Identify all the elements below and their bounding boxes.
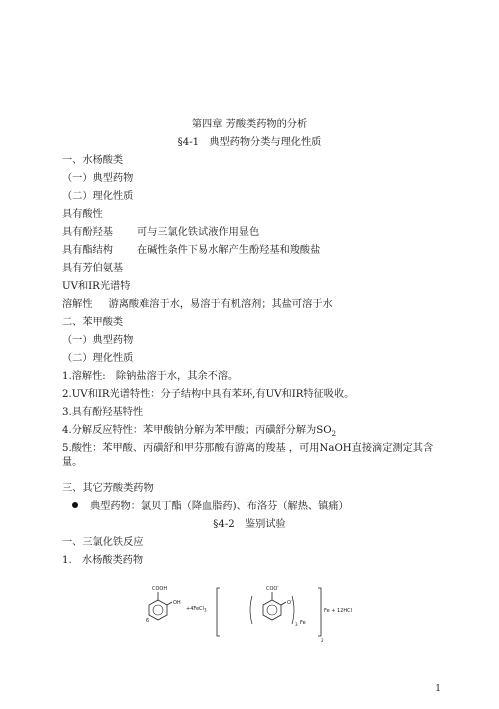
chapter-title: 第四章 芳酸类药物的分析 (191, 119, 308, 130)
benzoic-item-5: 5.酸性：苯甲酸、丙磺舒和甲芬那酸有游离的羧基 ，可用NaOH直接滴定测定其含量。 (62, 443, 434, 468)
other-drugs-text: 典型药物：氯贝丁酯（降血脂药)、布洛芬（解热、镇痛） (90, 501, 349, 512)
benzoic-item-4-subscript: 2 (331, 430, 337, 439)
benzoic-item-2: 2.UV和IR光谱特性：分子结构中具有苯环,有UV和IR特征吸收。 (62, 389, 355, 400)
benzoic-item-3: 3.具有酚羟基特性 (62, 407, 144, 418)
formula-sub3: 3 (295, 622, 298, 627)
property-acid: 具有酸性 (62, 209, 103, 220)
subheading-typical-drugs-1: （一）典型药物 (62, 173, 134, 184)
other-drugs-bullet (72, 500, 349, 514)
formula-o: O- (287, 598, 293, 606)
solubility-label: 溶解性 (62, 299, 93, 310)
heading-salicylic: 一、水杨酸类 (62, 155, 124, 166)
property-ester-desc: 在碱性条件下易水解产生酚羟基和羧酸盐 (136, 245, 321, 256)
heading-benzoic: 二、苯甲酸类 (62, 317, 124, 328)
page-number: 1 (435, 684, 441, 694)
formula-reagent: +4FeCl$_3$ (186, 606, 207, 613)
property-solubility (62, 298, 333, 312)
section-title-1: §4-1 典型药物分类与理化性质 (177, 137, 322, 148)
property-phenol-desc: 可与三氯化铁试液作用显色 (136, 227, 260, 238)
benzoic-item-1: 1.溶解性: 除钠盐溶于水，其余不溶。 (62, 371, 239, 382)
benzene-ring-icon (149, 600, 167, 620)
bullet-icon (72, 502, 78, 508)
property-uv-ir: UV和IR光谱特 (62, 281, 131, 292)
property-amine: 具有芳伯氨基 (62, 263, 124, 274)
salicylic-item: 1. 水杨酸类药物 (62, 555, 144, 566)
formula-coo: COO- (266, 584, 279, 592)
property-phenol (62, 226, 259, 240)
benzoic-item-4 (62, 424, 336, 441)
product-ring-icon (263, 600, 281, 620)
subheading-properties-2: （二）理化性质 (62, 353, 134, 364)
section-title-2: §4-2 鉴别试验 (213, 519, 286, 530)
heading-other: 三、其它芳酸类药物 (62, 483, 154, 494)
formula-outer-sub: 2 (321, 638, 324, 643)
subheading-properties-1: （二）理化性质 (62, 191, 134, 202)
ferric-reaction-formula (140, 582, 380, 648)
benzoic-item-4-text: 4.分解反应特性：苯甲酸钠分解为苯甲酸；丙磺舒分解为SO (62, 425, 332, 436)
formula-oh: OH (173, 600, 181, 606)
solubility-desc: 游离酸难溶于水，易溶于有机溶剂；其盐可溶于水 (108, 299, 333, 310)
formula-coefficient: 6 (146, 618, 150, 624)
formula-product-tail: Fe + 12HCl (324, 608, 353, 614)
formula-fe: Fe (300, 620, 306, 626)
subheading-typical-drugs-2: （一）典型药物 (62, 335, 134, 346)
property-ester (62, 244, 320, 258)
property-ester-label: 具有酯结构 (62, 245, 113, 256)
property-phenol-label: 具有酚羟基 (62, 227, 113, 238)
formula-cooh: COOH (152, 586, 168, 592)
heading-ferric-chloride: 一、三氯化铁反应 (62, 537, 144, 548)
